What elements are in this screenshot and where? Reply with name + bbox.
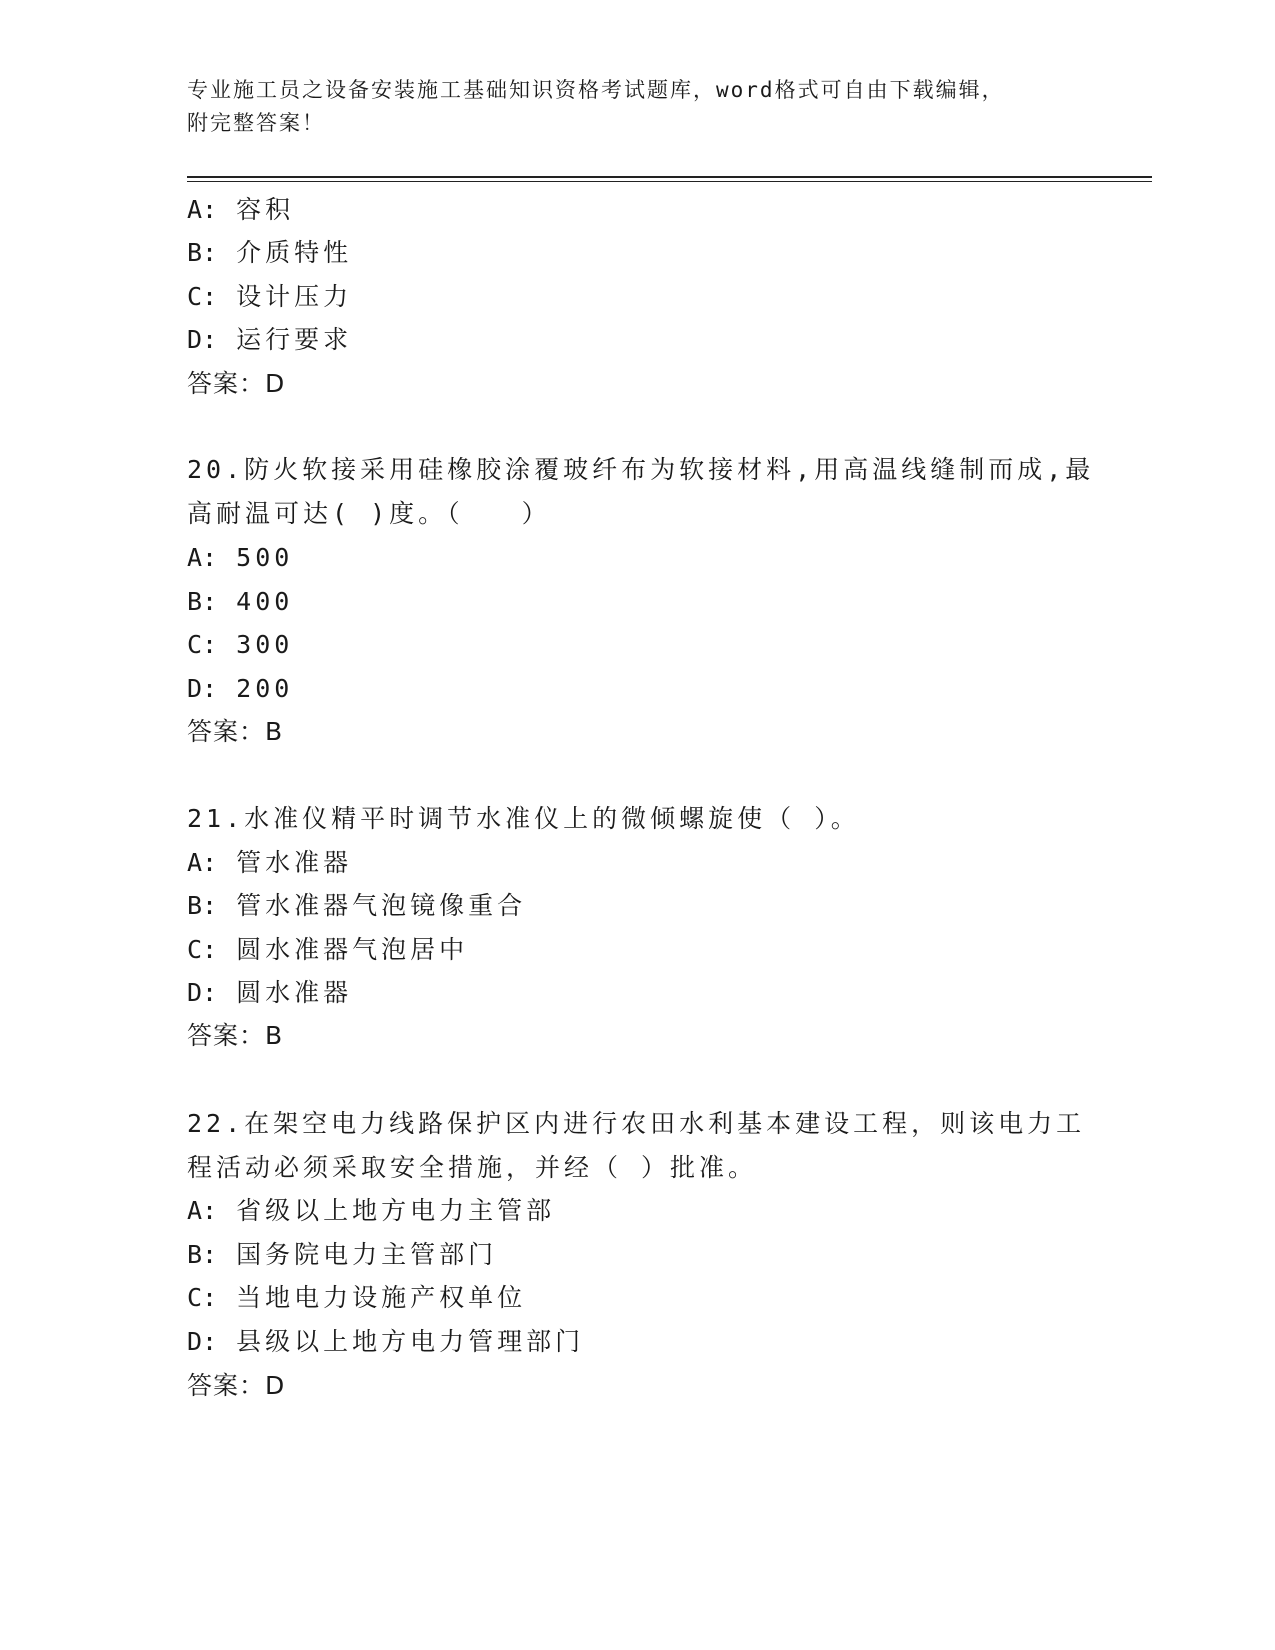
option-text: 设计压力: [236, 282, 353, 311]
q22-stem-line-2: 程活动必须采取安全措施，并经（ ）批准。: [187, 1153, 758, 1182]
q20-option-c: [187, 629, 293, 661]
option-text: 400: [236, 587, 294, 616]
header-divider-thick: [187, 176, 1152, 178]
option-letter: D:: [187, 325, 218, 354]
header-divider-thin: [187, 181, 1152, 182]
option-letter: C:: [187, 1283, 218, 1312]
q20-stem-line-2: 高耐温可达( )度。（ ）: [187, 499, 551, 528]
option-text: 200: [236, 674, 294, 703]
q22-option-a: [187, 1195, 555, 1227]
header-line-1: 专业施工员之设备安装施工基础知识资格考试题库，word格式可自由下载编辑，: [187, 78, 1005, 102]
option-text: 当地电力设施产权单位: [236, 1283, 527, 1312]
option-letter: C:: [187, 935, 218, 964]
q22-option-d: [187, 1326, 584, 1358]
option-letter: B:: [187, 587, 218, 616]
q20-answer: 答案：B: [187, 717, 284, 746]
q22-stem-line-1: 22.在架空电力线路保护区内进行农田水利基本建设工程，则该电力工: [187, 1109, 1086, 1138]
option-text: 介质特性: [236, 238, 353, 267]
option-text: 县级以上地方电力管理部门: [236, 1327, 585, 1356]
option-text: 圆水准器气泡居中: [236, 935, 469, 964]
q20-option-d: [187, 673, 293, 705]
q19-option-c: [187, 281, 352, 313]
header-line-2: 附完整答案！: [187, 111, 325, 135]
q21-stem-line-1: 21.水准仪精平时调节水准仪上的微倾螺旋使（ ）。: [187, 804, 860, 833]
option-text: 运行要求: [236, 325, 353, 354]
q21-answer: 答案：B: [187, 1021, 284, 1050]
q22-answer: 答案：D: [187, 1371, 286, 1400]
option-text: 管水准器: [236, 848, 353, 877]
q21-option-d: [187, 977, 352, 1009]
option-letter: D:: [187, 1327, 218, 1356]
q20-stem-line-1: 20.防火软接采用硅橡胶涂覆玻纤布为软接材料,用高温线缝制而成,最: [187, 455, 1095, 484]
option-letter: B:: [187, 1240, 218, 1269]
option-text: 国务院电力主管部门: [236, 1240, 498, 1269]
q19-option-d: [187, 324, 352, 356]
q19-answer: 答案：D: [187, 369, 286, 398]
option-letter: B:: [187, 238, 218, 267]
option-letter: A:: [187, 848, 218, 877]
q21-option-a: [187, 847, 352, 879]
q21-option-c: [187, 934, 468, 966]
q22-option-c: [187, 1282, 526, 1314]
option-text: 500: [236, 543, 294, 572]
option-letter: D:: [187, 978, 218, 1007]
document-header: [187, 74, 1087, 140]
q20-option-b: [187, 586, 293, 618]
q22-option-b: [187, 1239, 497, 1271]
option-letter: C:: [187, 282, 218, 311]
option-letter: A:: [187, 543, 218, 572]
option-letter: A:: [187, 1196, 218, 1225]
option-text: 省级以上地方电力主管部: [236, 1196, 556, 1225]
option-letter: A:: [187, 195, 218, 224]
option-text: 圆水准器: [236, 978, 353, 1007]
q21-option-b: [187, 890, 526, 922]
option-text: 管水准器气泡镜像重合: [236, 891, 527, 920]
q19-option-b: [187, 237, 352, 269]
q20-option-a: [187, 542, 293, 574]
option-text: 容积: [236, 195, 295, 224]
option-letter: C:: [187, 630, 218, 659]
option-letter: B:: [187, 891, 218, 920]
q19-option-a: [187, 194, 294, 226]
option-text: 300: [236, 630, 294, 659]
option-letter: D:: [187, 674, 218, 703]
